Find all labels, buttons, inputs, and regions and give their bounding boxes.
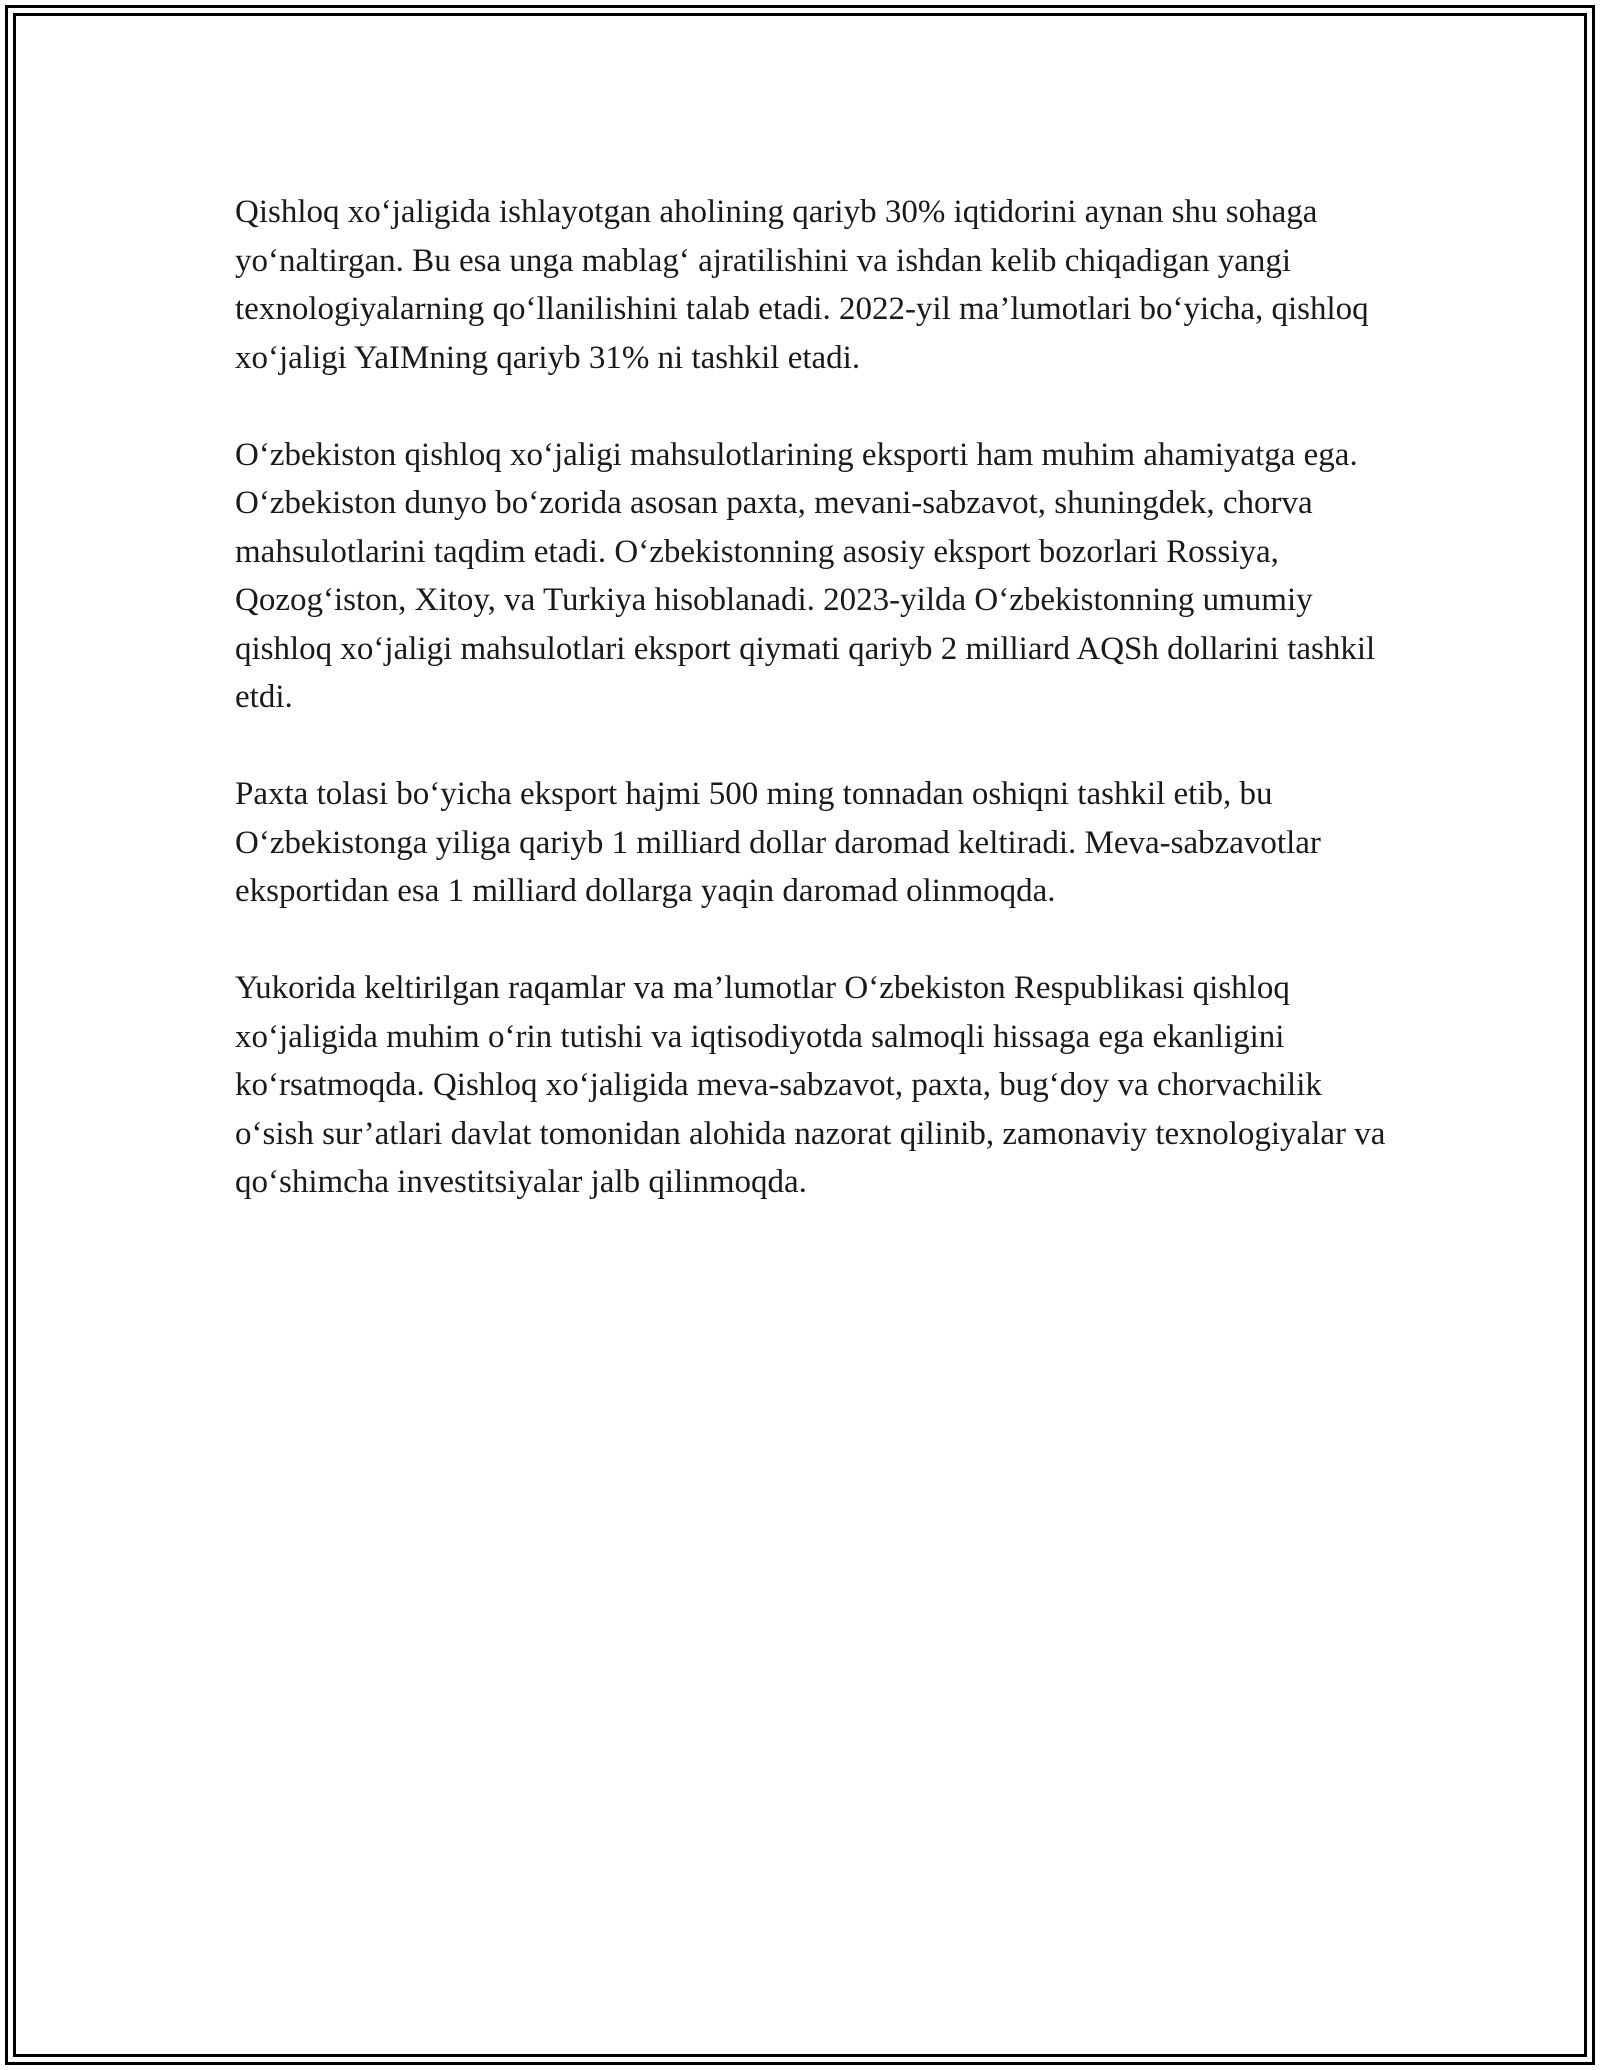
paragraph-conclusion: Yukorida keltirilgan raqamlar va ma’lumotlar O‘zbekiston Respublikasi qishloq xo‘jaligida muhim o‘rin tutishi va iqtisodiyotda salmoqli hissaga ega ekanligini ko‘rsatmoqda. Qishloq xo‘jaligida meva-sabzavot, paxta, bug‘doy va chorvachilik o‘sish sur’atlari davlat tomonidan alohida nazorat qilinib, zamonaviy texnologiyalar va qo‘shimcha investitsiyalar jalb qilinmoqda. bbox=[235, 970, 1386, 1200]
paragraph-agriculture-workforce: Qishloq xo‘jaligida ishlayotgan aholining qariyb 30% iqtidorini aynan shu sohaga yo‘naltirgan. Bu esa unga mablag‘ ajratilishini va ishdan kelib chiqadigan yangi texnologiyalarning qo‘llanilishini talab etadi. 2022-yil ma’lumotlari bo‘yicha, qishloq xo‘jaligi YaIMning qariyb 31% ni tashkil etadi. bbox=[235, 194, 1369, 376]
paragraph-cotton-fruit-exports: Paxta tolasi bo‘yicha eksport hajmi 500 ming tonnadan oshiqni tashkil etib, bu O‘zbekistonga yiliga qariyb 1 milliard dollar daromad keltiradi. Meva-sabzavotlar eksportidan esa 1 milliard dollarga yaqin daromad olinmoqda. bbox=[235, 776, 1321, 909]
document-body bbox=[235, 188, 1395, 1255]
paragraph-agricultural-exports: O‘zbekiston qishloq xo‘jaligi mahsulotlarining eksporti ham muhim ahamiyatga ega. O‘zbekiston dunyo bo‘zorida asosan paxta, mevani-sabzavot, shuningdek, chorva mahsulotlarini taqdim etadi. O‘zbekistonning asosiy eksport bozorlari Rossiya, Qozog‘iston, Xitoy, va Turkiya hisoblanadi. 2023-yilda O‘zbekistonning umumiy qishloq xo‘jaligi mahsulotlari eksport qiymati qariyb 2 milliard AQSh dollarini tashkil etdi. bbox=[235, 436, 1376, 715]
